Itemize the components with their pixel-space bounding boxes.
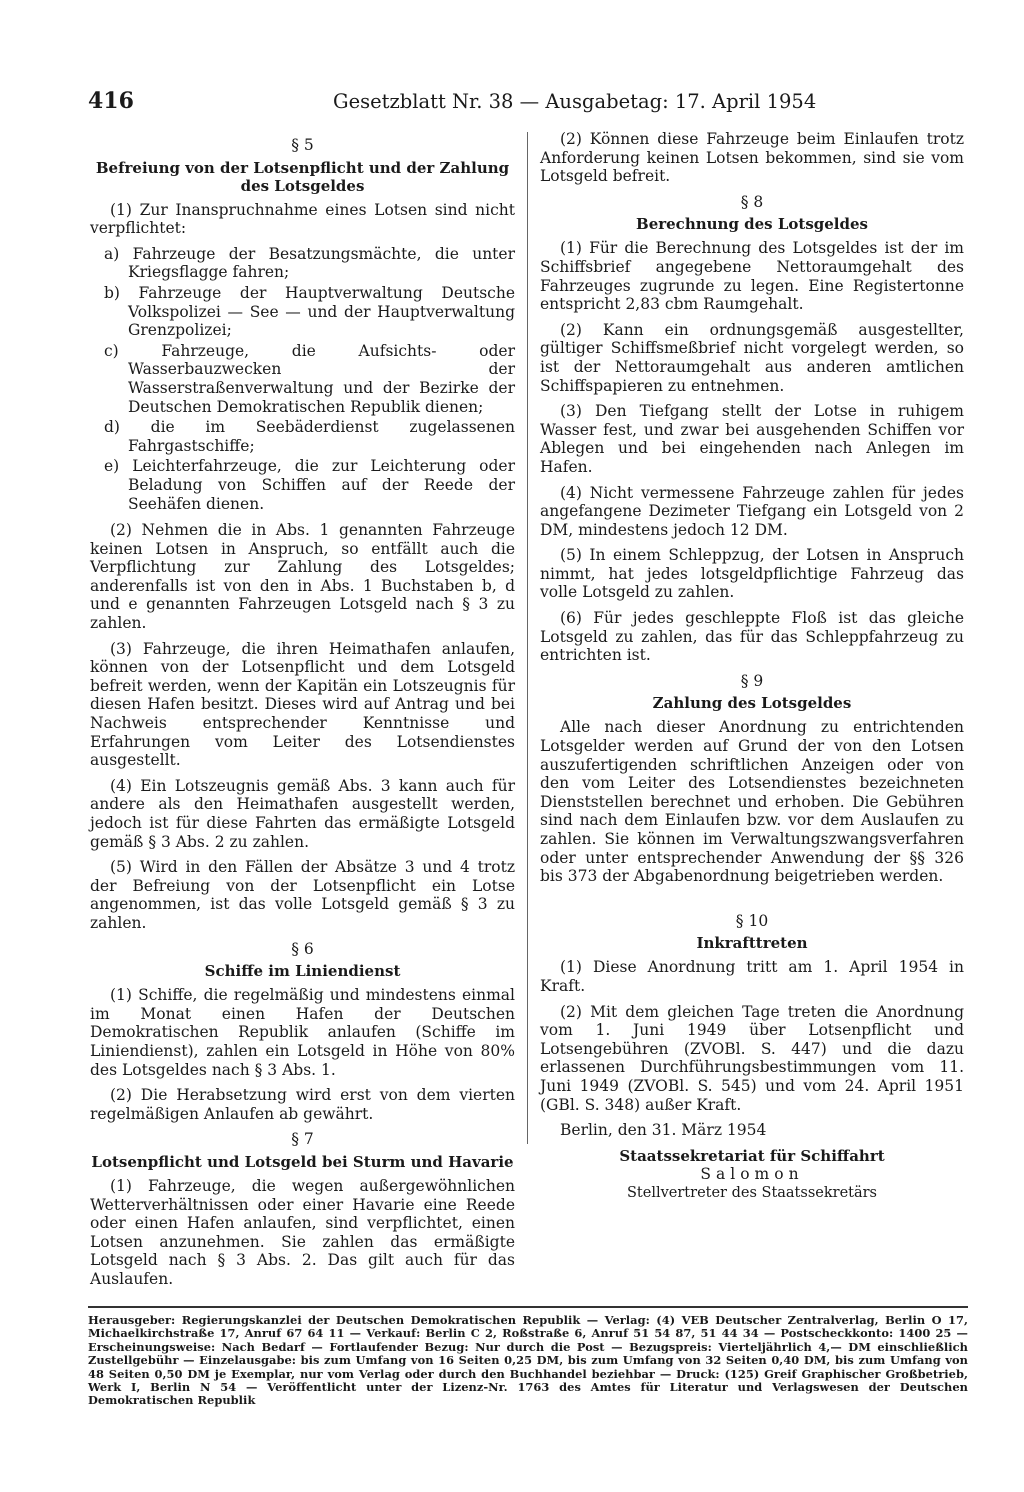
publisher-imprint: Herausgeber: Regierungskanzlei der Deutschen Demokratischen Republik — Verlag: (4) VEB Deutscher Zentralverlag, Berlin O 17, Michaelkirchstraße 17, Anruf 67 64 11 — Verkauf: Berlin C 2, Roßstraße 6, Anruf 51 54 87, 51 44 34 — Postscheckkonto: 1400 25 — Erscheinungsweise: Nach Bedarf — Fortlaufender Bezug: Nur durch die Post — Bezugspreis: Vierteljährlich 4,— DM einschließlich Zustellgebühr — Einzelausgabe: bis zum Umfang von 16 Seiten 0,25 DM, bis zum Umfang von 32 Seiten 0,40 DM, bis zum Umfang von 48 Seiten 0,50 DM je Exemplar, nur vom Verlag oder durch den Buchhandel beziehbar — Druck: (125) Greif Graphischer Großbetrieb, Werk I, Berlin N 54 — Veröffentlicht unter der Lizenz-Nr. 1763 des Amtes für Literatur und Verlagswesen der Deutschen Demokratischen Republik xyxy=(88,1313,968,1408)
column-divider xyxy=(527,132,528,1144)
list-item-a: a) Fahrzeuge der Besatzungsmächte, die unter Kriegsflagge fahren; xyxy=(104,244,515,282)
section-10-number: § 10 xyxy=(735,911,769,930)
section-10-paragraph-2: (2) Mit dem gleichen Tage treten die Anordnung vom 1. Juni 1949 über Lotsenpflicht und Lotsengebühren (ZVOBl. S. 447) und die dazu erlassenen Durchführungsbestimmungen vom 11. Juni 1949 (ZVOBl. S. 545) und vom 24. April 1951 (GBl. S. 348) außer Kraft. xyxy=(540,1002,964,1114)
place-and-date: Berlin, den 31. März 1954 xyxy=(560,1121,767,1140)
page-number: 416 xyxy=(88,88,134,114)
section-8-paragraph-6: (6) Für jedes geschleppte Floß ist das gleiche Lotsgeld zu zahlen, das für das Schleppfahrzeug zu entrichten ist. xyxy=(540,609,964,665)
list-item-b: b) Fahrzeuge der Hauptverwaltung Deutsche Volkspolizei — See — und der Hauptverwaltung Grenzpolizei; xyxy=(104,283,515,340)
section-5-number: § 5 xyxy=(291,136,314,154)
section-5-paragraph-3: (3) Fahrzeuge, die ihren Heimathafen anlaufen, können von der Lotsenpflicht und dem Lotsgeld befreit werden, wenn der Kapitän ein Lotszeugnis für diesen Hafen besitzt. Dieses wird auf Antrag und bei Nachweis entsprechender Kenntnisse und Erfahrungen vom Leiter des Lotsendienstes ausgestellt. xyxy=(90,639,515,770)
footer-rule xyxy=(88,1306,968,1308)
signatory-name: Salomon xyxy=(700,1165,804,1184)
section-7-paragraph-1: (1) Fahrzeuge, die wegen außergewöhnlichen Wetterverhältnissen oder einer Havarie eine Reede oder einen Hafen anlaufen, sind verpflichtet, einen Lotsen anzunehmen. Sie zahlen das ermäßigte Lotsgeld nach § 3 Abs. 2. Das gilt auch für das Auslaufen. xyxy=(90,1176,515,1288)
section-8-paragraph-2: (2) Kann ein ordnungsgemäß ausgestellter, gültiger Schiffsmeßbrief nicht vorgelegt werden, so ist der Nettoraumgehalt aus anderen amtlichen Schiffspapieren zu entnehmen. xyxy=(540,320,964,395)
section-9-number: § 9 xyxy=(740,671,764,690)
section-10-paragraph-1: (1) Diese Anordnung tritt am 1. April 1954 in Kraft. xyxy=(540,958,964,995)
section-7-paragraph-2: (2) Können diese Fahrzeuge beim Einlaufen trotz Anforderung keinen Lotsen bekommen, sind sie vom Lotsgeld befreit. xyxy=(540,130,964,186)
section-8-paragraph-3: (3) Den Tiefgang stellt der Lotse in ruhigem Wasser fest, und zwar bei ausgehenden Schiffen vor Ablegen und bei eingehenden nach Anlegen im Hafen. xyxy=(540,402,964,476)
section-6-paragraph-1: (1) Schiffe, die regelmäßig und mindestens einmal im Monat einen Hafen der Deutschen Demokratischen Republik anlaufen (Schiffe im Liniendienst), zahlen ein Lotsgeld in Höhe von 80% des Lotsgeldes nach § 3 Abs. 1. xyxy=(90,986,515,1079)
list-item-c: c) Fahrzeuge, die Aufsichts- oder Wasserbauzwecken der Wasserstraßenverwaltung und der Bezirke der Deutschen Demokratischen Republik dienen; xyxy=(104,341,515,416)
section-5-paragraph-1: (1) Zur Inanspruchnahme eines Lotsen sind nicht verpflichtet: xyxy=(90,200,515,238)
section-6-heading: Schiffe im Liniendienst xyxy=(204,962,401,981)
section-9-paragraph-1: Alle nach dieser Anordnung zu entrichtenden Lotsgelder werden auf Grund der von den Lotsen auszufertigenden schriftlichen Anzeigen oder von den vom Leiter des Lotsendienstes bezeichneten Dienststellen berechnet und erhoben. Die Gebühren sind nach dem Einlaufen bzw. vor dem Auslaufen zu zahlen. Sie können im Verwaltungszwangsverfahren oder unter entsprechender Anwendung der §§ 326 bis 373 der Abgabenordnung beigetrieben werden. xyxy=(540,718,964,886)
section-8-paragraph-5: (5) In einem Schleppzug, der Lotsen in Anspruch nimmt, hat jedes lotsgeldpflichtige Fahrzeug das volle Lotsgeld zu zahlen. xyxy=(540,546,964,602)
section-6-paragraph-2: (2) Die Herabsetzung wird erst von dem vierten regelmäßigen Anlaufen ab gewährt. xyxy=(90,1086,515,1123)
section-10-heading: Inkrafttreten xyxy=(696,934,808,953)
list-item-e: e) Leichterfahrzeuge, die zur Leichterung oder Beladung von Schiffen auf der Reede der Seehäfen dienen. xyxy=(104,457,515,513)
list-item-d: d) die im Seebäderdienst zugelassenen Fahrgastschiffe; xyxy=(104,418,515,455)
section-8-paragraph-1: (1) Für die Berechnung des Lotsgeldes ist der im Schiffsbrief angegebene Nettoraumgehalt des Fahrzeuges zugrunde zu legen. Eine Registertonne entspricht 2,83 cbm Raumgehalt. xyxy=(540,239,964,314)
page-header xyxy=(88,88,968,116)
section-7-number: § 7 xyxy=(291,1130,314,1149)
section-7-heading: Lotsenpflicht und Lotsgeld bei Sturm und Havarie xyxy=(91,1152,514,1171)
left-column xyxy=(90,130,515,1295)
section-5-paragraph-4: (4) Ein Lotszeugnis gemäß Abs. 3 kann auch für andere als den Heimathafen ausgestellt werden, jedoch ist für diese Fahrten das ermäßigte Lotsgeld gemäß § 3 Abs. 2 zu zahlen. xyxy=(90,776,515,851)
right-column xyxy=(540,130,964,1203)
section-8-number: § 8 xyxy=(740,192,764,211)
signatory-role: Stellvertreter des Staatssekretärs xyxy=(626,1184,877,1201)
issuing-authority: Staatssekretariat für Schiffahrt xyxy=(619,1146,885,1165)
gazette-title: Gesetzblatt Nr. 38 — Ausgabetag: 17. April 1954 xyxy=(333,90,817,113)
section-5-paragraph-2: (2) Nehmen die in Abs. 1 genannten Fahrzeuge keinen Lotsen in Anspruch, so entfällt auch die Verpflichtung zur Zahlung des Lotsgeldes; anderenfalls ist von den in Abs. 1 Buchstaben b, d und e genannten Fahrzeugen Lotsgeld nach § 3 zu zahlen. xyxy=(90,521,515,633)
section-8-heading: Berechnung des Lotsgeldes xyxy=(636,215,868,234)
section-5-heading: Befreiung von der Lotsenpflicht und der Zahlung des Lotsgeldes xyxy=(95,158,510,195)
section-8-paragraph-4: (4) Nicht vermessene Fahrzeuge zahlen für jedes angefangene Dezimeter Tiefgang ein Lotsgeld von 2 DM, mindestens jedoch 12 DM. xyxy=(540,483,964,539)
section-9-heading: Zahlung des Lotsgeldes xyxy=(652,694,852,713)
section-6-number: § 6 xyxy=(291,939,314,958)
section-5-paragraph-5: (5) Wird in den Fällen der Absätze 3 und 4 trotz der Befreiung von der Lotsenpflicht ein Lotse angenommen, ist das volle Lotsgeld gemäß § 3 zu zahlen. xyxy=(90,858,515,932)
